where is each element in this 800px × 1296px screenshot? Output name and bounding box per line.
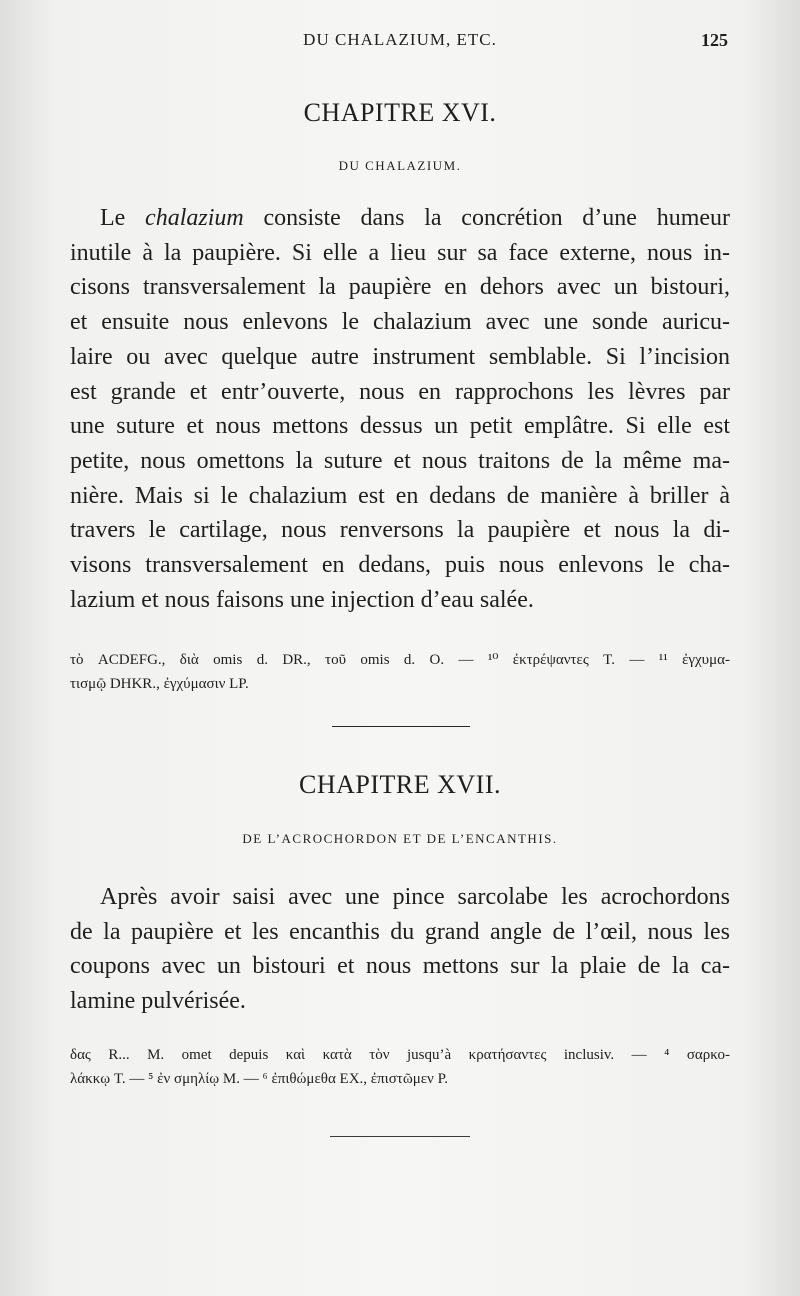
chapter-16-title: CHAPITRE XVI. <box>303 98 497 127</box>
body-line: lazium et nous faisons une injection d’eau salée. <box>70 586 534 613</box>
chapter-17-body <box>70 880 730 1019</box>
body-line: lamine pulvérisée. <box>70 988 246 1015</box>
page-number: 125 <box>701 30 728 50</box>
running-head <box>0 30 800 54</box>
body-line: Après avoir saisi avec une pince sarcolabe les acrochordons <box>100 884 730 910</box>
body-line: nière. Mais si le chalazium est en dedans de manière à briller à <box>70 482 730 509</box>
body-line: de la paupière et les encanthis du grand angle de l’œil, nous les <box>70 918 730 945</box>
note-line: τὸ ACDEFG., διὰ omis d. DR., τοῦ omis d. O. — ¹⁰ ἐκτρέψαντες T. — ¹¹ ἐγχυμα- <box>70 652 730 668</box>
chapter-17-title: CHAPITRE XVII. <box>299 770 501 799</box>
chapter-16-body <box>70 201 730 617</box>
body-line: inutile à la paupière. Si elle a lieu sur sa face externe, nous in- <box>70 239 730 266</box>
note-line: δας R... M. omet depuis καὶ κατὰ τὸν jusqu’à κρατήσαντες inclusiv. — ⁴ σαρκο- <box>70 1047 730 1063</box>
chapter-16-notes <box>70 648 730 696</box>
footnote-divider <box>330 1136 470 1137</box>
body-line: laire ou avec quelque autre instrument semblable. Si l’incision <box>70 343 730 370</box>
italic-term: chalazium <box>145 205 244 231</box>
body-line: et ensuite nous enlevons le chalazium avec une sonde auricu- <box>70 309 730 336</box>
chapter-17-notes <box>70 1043 730 1091</box>
body-line: visons transversalement en dedans, puis nous enlevons le cha- <box>70 552 730 579</box>
body-line: une suture et nous mettons dessus un petit emplâtre. Si elle est <box>70 413 730 440</box>
body-line: petite, nous omettons la suture et nous traitons de la même ma- <box>70 447 730 474</box>
body-line: est grande et entr’ouverte, nous en rapprochons les lèvres par <box>70 378 730 405</box>
section-divider <box>332 726 470 727</box>
chapter-17-subtitle: DE L’ACROCHORDON ET DE L’ENCANTHIS. <box>242 831 558 846</box>
body-line: Le chalazium consiste dans la concrétion d’une humeur <box>100 205 730 231</box>
note-line: λάκκῳ T. — ⁵ ἐν σμηλίῳ M. — ⁶ ἐπιθώμεθα EX., ἐπιστῶμεν P. <box>70 1071 448 1087</box>
body-line: travers le cartilage, nous renversons la paupière et nous la di- <box>70 517 730 544</box>
body-line: coupons avec un bistouri et nous mettons sur la plaie de la ca- <box>70 953 730 980</box>
running-title: DU CHALAZIUM, ETC. <box>303 30 497 49</box>
body-line: cisons transversalement la paupière en dehors avec un bistouri, <box>70 274 730 301</box>
note-line: τισμῷ DHKR., ἐγχύμασιν LP. <box>70 676 249 692</box>
chapter-16-subtitle: DU CHALAZIUM. <box>338 158 462 173</box>
